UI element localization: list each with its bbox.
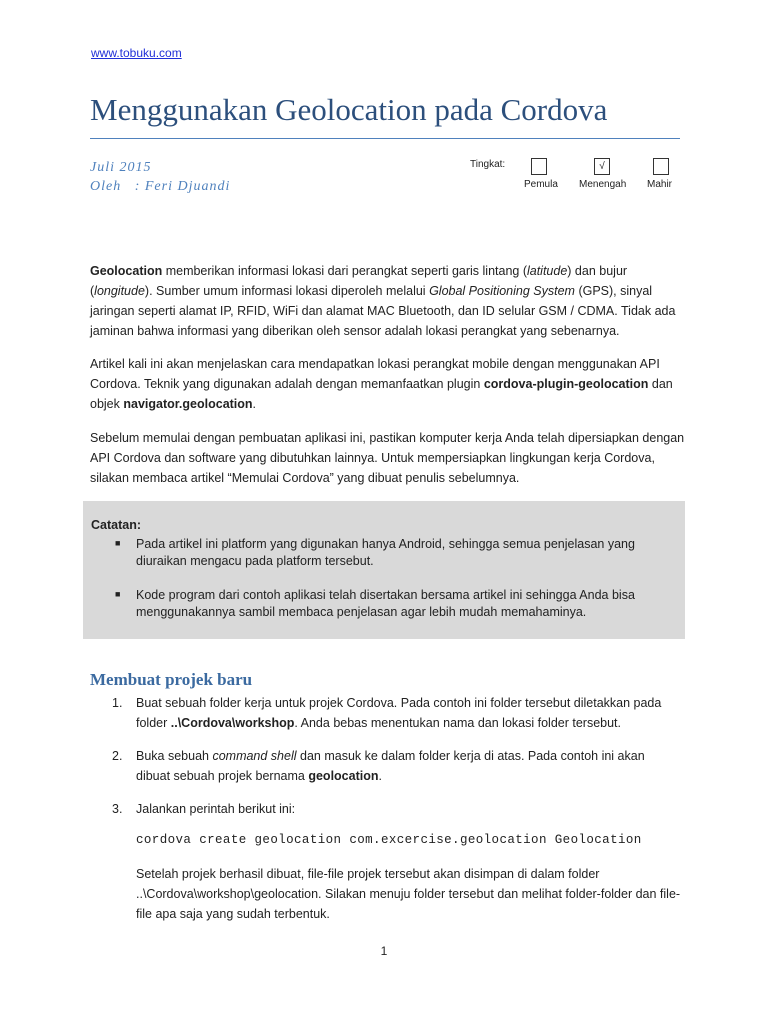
- term-longitude: longitude: [94, 284, 145, 298]
- level-label-pemula: Pemula: [524, 179, 558, 190]
- text-run: ). Sumber umum informasi lokasi diperoleh melalui: [144, 284, 430, 298]
- note-item-2: Kode program dari contoh aplikasi telah disertakan bersama artikel ini sehingga Anda bisa menggunakannya sambil membaca penjelasan agar lebih mudah memahaminya.: [136, 588, 635, 619]
- step-3-after: Setelah projek berhasil dibuat, file-file projek tersebut akan disimpan di dalam folder ..\Cordova\workshop\geolocation. Silakan menuju folder tersebut dan melihat folder-folder dan file-file apa saja yang sudah terbentuk.: [136, 867, 681, 921]
- step-3-text: Jalankan perintah berikut ini:: [136, 802, 296, 816]
- term-gps: Global Positioning System: [429, 284, 575, 298]
- text-run: dan objek: [90, 377, 673, 411]
- project-name: geolocation: [308, 769, 379, 783]
- step-number-3: 3.: [112, 802, 123, 816]
- text-run: .: [252, 397, 257, 411]
- note-item-1: Pada artikel ini platform yang digunakan hanya Android, sehingga semua penjelasan yang diuraikan mengacu pada platform tersebut.: [136, 537, 635, 568]
- text-run: Artikel kali ini akan menjelaskan cara mendapatkan lokasi perangkat mobile dengan menggunakan API Cordova. Teknik yang digunakan adalah dengan memanfaatkan plugin: [90, 357, 660, 391]
- folder-path: ..\Cordova\workshop: [170, 716, 295, 730]
- bullet-icon: ■: [115, 589, 121, 599]
- level-label: Tingkat:: [470, 159, 506, 170]
- page-number: 1: [380, 944, 388, 958]
- text-run: Buka sebuah: [136, 749, 213, 763]
- level-checkbox-mahir[interactable]: [653, 158, 669, 175]
- code-command[interactable]: cordova create geolocation com.excercise.geolocation Geolocation: [136, 833, 642, 847]
- website-link[interactable]: www.tobuku.com: [91, 46, 182, 60]
- article-author: Oleh : Feri Djuandi: [90, 179, 231, 194]
- term-command-shell: command shell: [212, 749, 297, 763]
- note-title: Catatan:: [91, 518, 142, 532]
- text-run: Buat sebuah folder kerja untuk projek Cordova. Pada contoh ini folder tersebut diletakkan pada folder: [136, 696, 662, 730]
- term-latitude: latitude: [526, 264, 568, 278]
- level-checkbox-pemula[interactable]: [531, 158, 547, 175]
- article-date: Juli 2015: [90, 160, 152, 175]
- page-title: Menggunakan Geolocation pada Cordova: [90, 92, 608, 127]
- text-run: memberikan informasi lokasi dari perangkat seperti garis lintang (: [162, 264, 527, 278]
- title-divider: [90, 138, 680, 139]
- level-checkbox-menengah[interactable]: √: [594, 158, 610, 175]
- text-run: dan masuk ke dalam folder kerja di atas. Pada contoh ini akan dibuat sebuah projek bernama: [136, 749, 645, 783]
- text-run: .: [378, 769, 382, 783]
- intro-paragraph-3: Sebelum memulai dengan pembuatan aplikasi ini, pastikan komputer kerja Anda telah dipersiapkan dengan API Cordova dan software yang dibutuhkan lainnya. Untuk mempersiapkan lingkungan kerja Cordova, silakan membaca artikel “Memulai Cordova” yang dibuat penulis sebelumnya.: [90, 431, 685, 485]
- section-heading: Membuat projek baru: [90, 670, 253, 689]
- level-label-mahir: Mahir: [647, 179, 673, 190]
- text-run: (GPS), sinyal jaringan seperti alamat IP, RFID, WiFi dan alamat MAC Bluetooth, dan ID selular GSM / CDMA. Tidak ada jaminan bahwa informasi yang diberikan oleh sensor adalah lokasi perangkat yang sebenarnya.: [90, 284, 676, 338]
- bullet-icon: ■: [115, 538, 121, 548]
- intro-paragraph-2: [90, 354, 685, 414]
- text-run: ) dan bujur (: [90, 264, 628, 298]
- step-2-text: [136, 746, 681, 786]
- step-1-text: [136, 693, 681, 733]
- term-navigator: navigator.geolocation: [123, 397, 253, 411]
- intro-paragraph-1: [90, 261, 685, 341]
- step-number-2: 2.: [112, 749, 123, 763]
- level-label-menengah: Menengah: [579, 179, 627, 190]
- step-number-1: 1.: [112, 696, 123, 710]
- term-plugin: cordova-plugin-geolocation: [483, 377, 649, 391]
- text-run: . Anda bebas menentukan nama dan lokasi folder tersebut.: [294, 716, 621, 730]
- term-geolocation: Geolocation: [90, 264, 163, 278]
